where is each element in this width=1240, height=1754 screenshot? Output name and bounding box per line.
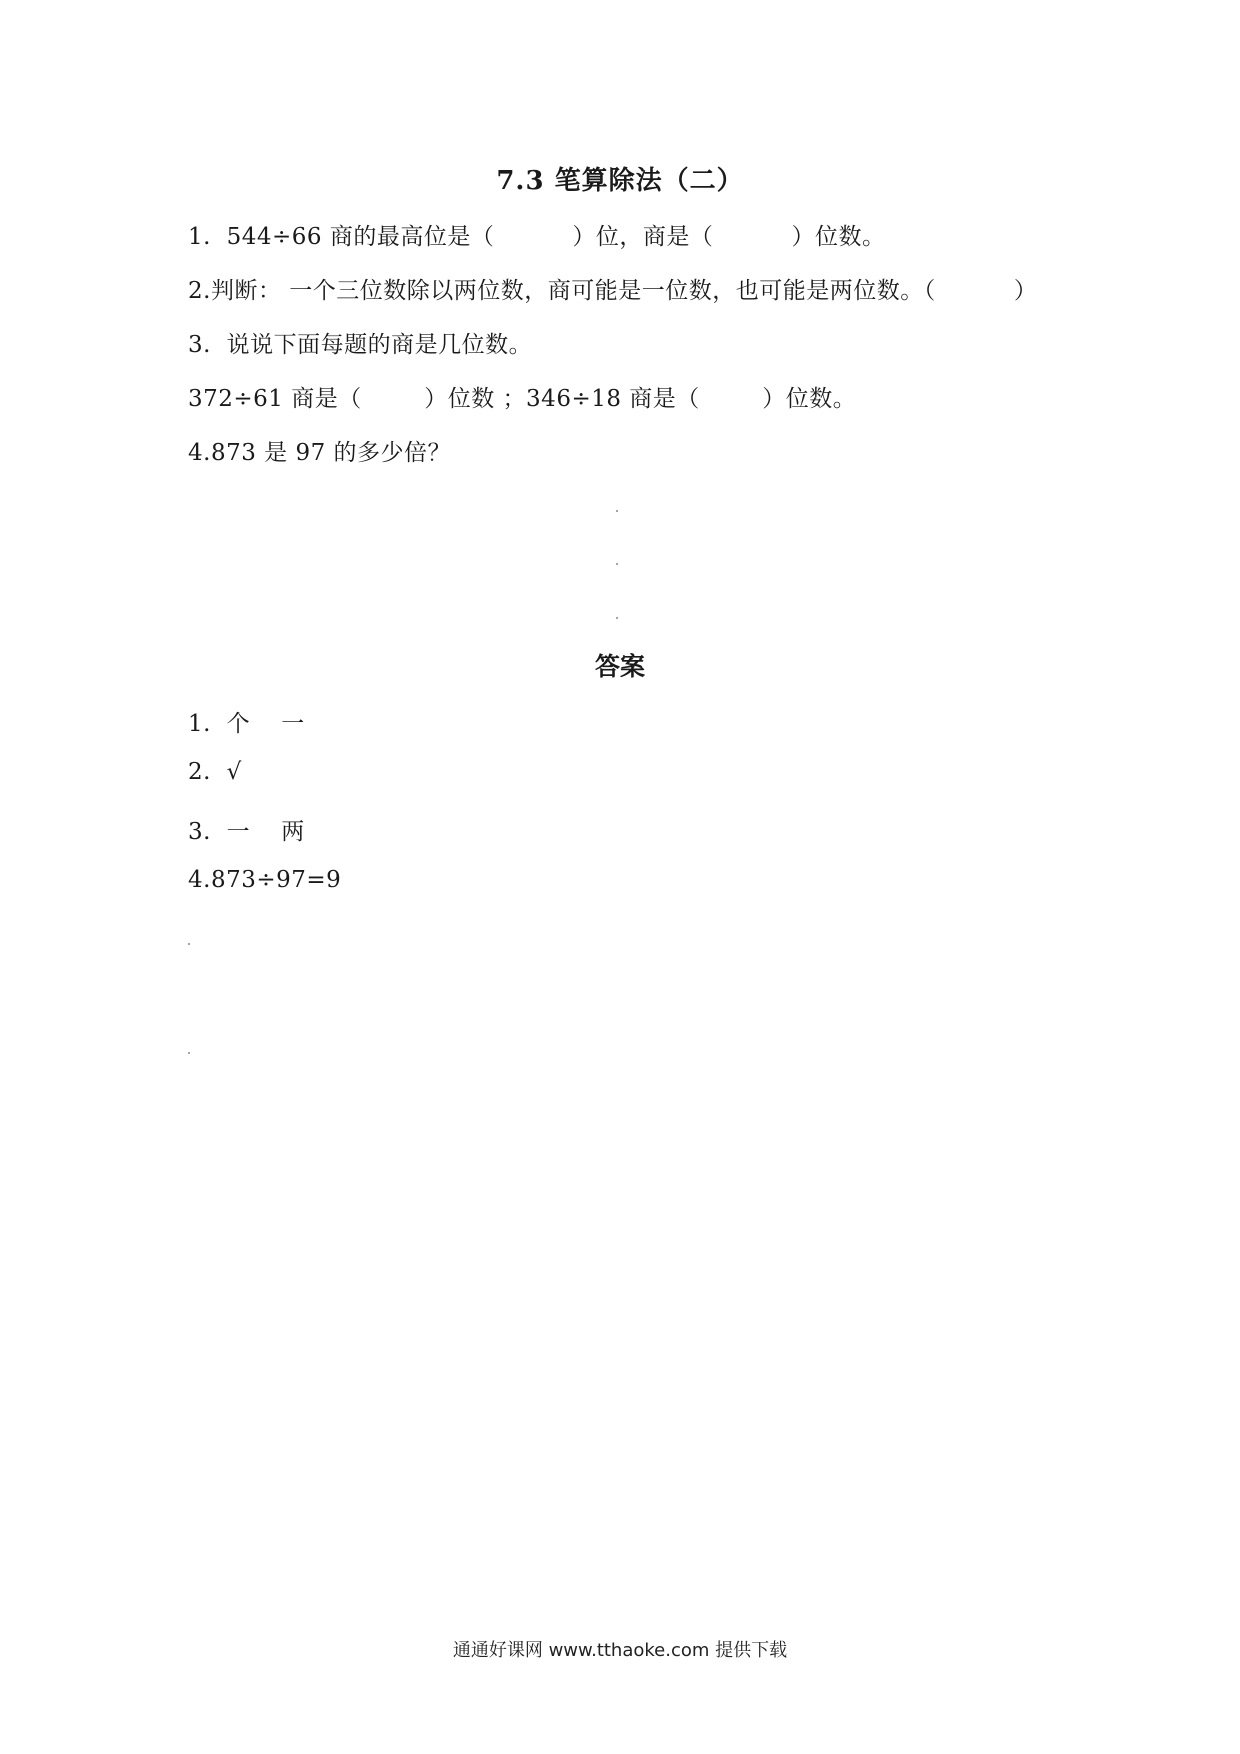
- question-1: 1. 544÷66 商的最高位是（ ）位，商是（ ）位数。: [188, 224, 886, 250]
- answer-2: 2. √: [188, 759, 242, 785]
- footer-source: 通通好课网 www.tthaoke.com 提供下载: [452, 1640, 788, 1661]
- stray-dot: [616, 617, 618, 619]
- answer-4: 4.873÷97=9: [188, 867, 342, 893]
- stray-dot: [616, 510, 618, 512]
- stray-dot: [616, 563, 618, 565]
- question-3-items: 372÷61 商是（ ）位数 ；346÷18 商是（ ）位数。: [188, 386, 857, 412]
- question-3: 3. 说说下面每题的商是几位数。: [188, 332, 533, 358]
- stray-dot: [188, 1052, 190, 1054]
- worksheet-title: 7.3 笔算除法（二）: [496, 166, 744, 196]
- answer-3: 3. 一 两: [188, 819, 305, 845]
- answer-title: 答案: [594, 652, 645, 681]
- stray-dot: [188, 943, 190, 945]
- question-4: 4.873 是 97 的多少倍？: [188, 440, 452, 466]
- question-2: 2.判断： 一个三位数除以两位数，商可能是一位数，也可能是两位数。（ ）: [188, 278, 1038, 304]
- answer-1: 1. 个 一: [188, 711, 305, 737]
